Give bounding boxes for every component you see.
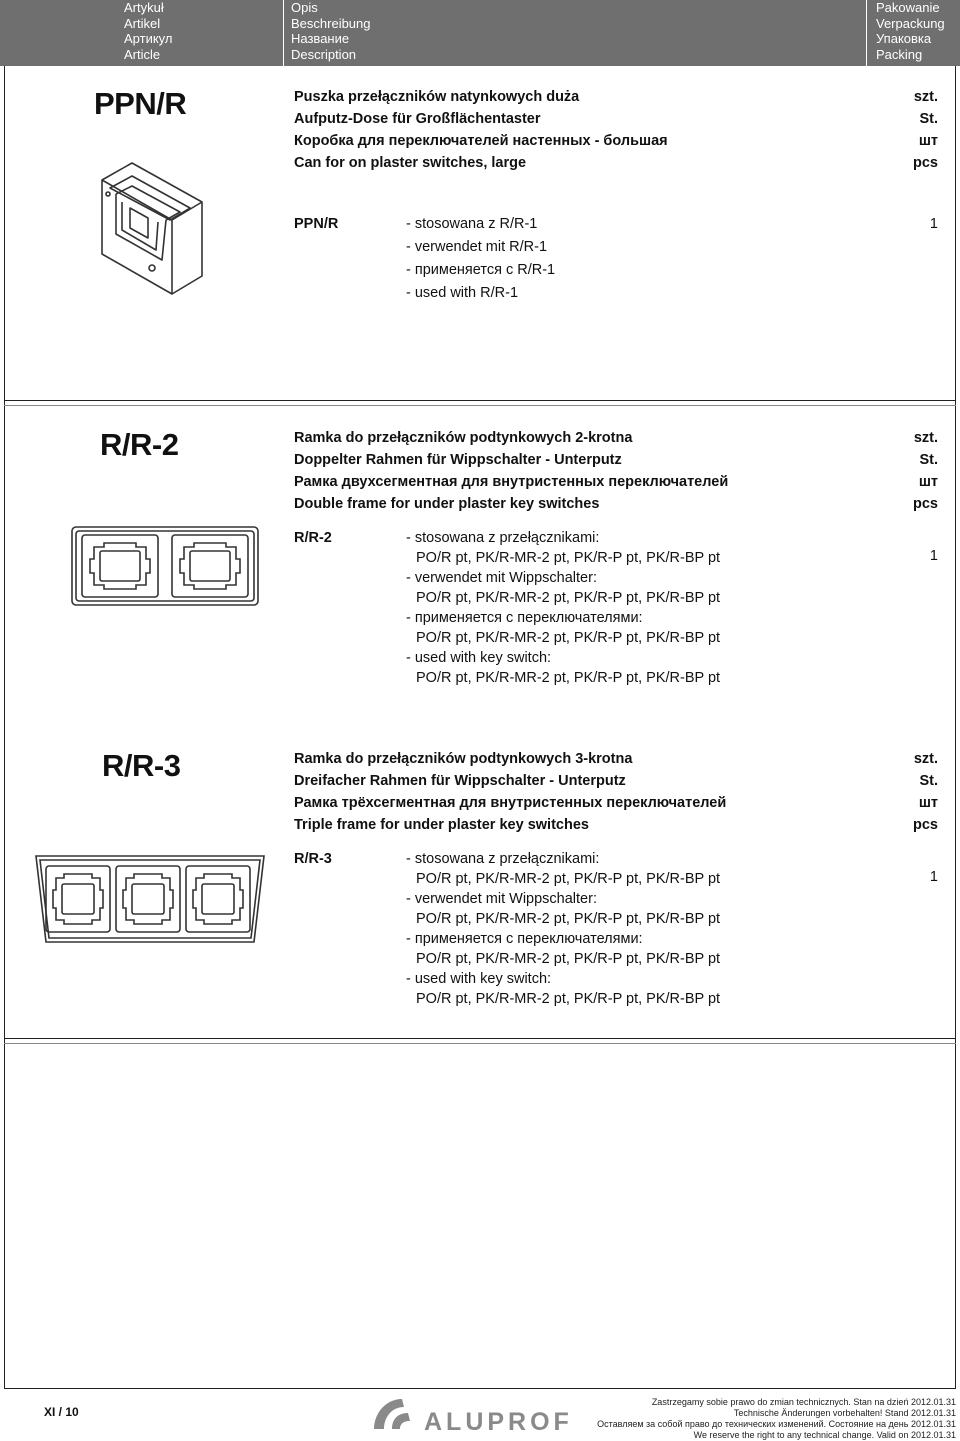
triple-frame-image (32, 852, 268, 946)
aluprof-logo-icon (370, 1395, 420, 1431)
product-code: PPN/R (94, 86, 187, 121)
header-article-ru: Артикул (124, 31, 173, 46)
header-divider (866, 0, 867, 66)
description-de: Dreifacher Rahmen für Wippschalter - Unterputz (294, 773, 626, 789)
packing-units (913, 86, 938, 174)
footer-note-en: We reserve the right to any technical change. Valid on 2012.01.31 (693, 1430, 956, 1440)
product-usage (406, 528, 720, 688)
header-description-pl: Opis (291, 0, 318, 15)
usage-en: - used with key switch: (406, 650, 552, 666)
unit-ru: шт (918, 474, 938, 490)
quantity: 1 (929, 216, 938, 232)
description-en: Triple frame for under plaster key switches (294, 817, 589, 833)
usage-en-switches: PO/R pt, PK/R-MR-2 pt, PK/R-P pt, PK/R-BP pt (416, 670, 721, 686)
description-en: Double frame for under plaster key switches (294, 496, 600, 512)
header-divider (283, 0, 284, 66)
header-article-pl: Artykuł (124, 0, 164, 15)
usage-ru: - применяется с переключателями: (406, 931, 643, 947)
unit-pl: szt. (913, 89, 938, 105)
usage-ru: - применяется с R/R-1 (406, 262, 556, 278)
description-de: Aufputz-Dose für Großflächentaster (294, 111, 541, 127)
frame-left-border (4, 66, 5, 1388)
usage-de: - verwendet mit R/R-1 (406, 239, 548, 255)
table-header (0, 0, 960, 66)
unit-de: St. (919, 111, 938, 127)
unit-ru: шт (918, 795, 938, 811)
row-divider (4, 400, 956, 401)
description-en: Can for on plaster switches, large (294, 155, 527, 171)
usage-de: - verwendet mit Wippschalter: (406, 570, 597, 586)
unit-de: St. (919, 452, 938, 468)
header-description-en: Description (291, 46, 357, 62)
page-number: XI / 10 (44, 1405, 79, 1419)
product-code: R/R-3 (102, 748, 181, 783)
frame-right-border (955, 66, 956, 1388)
description-ru: Рамка двухсегментная для внутристенных переключателей (294, 474, 729, 490)
brand-name: ALUPROF (424, 1408, 573, 1436)
usage-ru-switches: PO/R pt, PK/R-MR-2 pt, PK/R-P pt, PK/R-BP pt (416, 951, 721, 967)
header-packing-ru: Упаковка (876, 31, 932, 46)
header-packing-de: Verpackung (876, 15, 945, 31)
usage-en-switches: PO/R pt, PK/R-MR-2 pt, PK/R-P pt, PK/R-BP pt (416, 991, 721, 1007)
description-de: Doppelter Rahmen für Wippschalter - Unterputz (294, 452, 622, 468)
description-pl: Ramka do przełączników podtynkowych 2-krotna (294, 430, 633, 446)
usage-pl: - stosowana z R/R-1 (406, 216, 538, 232)
usage-ru: - применяется с переключателями: (406, 610, 643, 626)
description-pl: Puszka przełączników natynkowych duża (294, 89, 580, 105)
double-frame-image (70, 525, 260, 607)
product-subcode: R/R-3 (294, 851, 332, 867)
packing-units (913, 748, 938, 836)
header-packing-en: Packing (876, 46, 923, 62)
unit-en: pcs (913, 496, 938, 512)
usage-en: - used with R/R-1 (406, 285, 519, 301)
description-pl: Ramka do przełączników podtynkowych 3-krotna (294, 751, 633, 767)
header-packing-pl: Pakowanie (876, 0, 940, 15)
header-description-ru: Название (291, 31, 350, 46)
unit-pl: szt. (913, 430, 938, 446)
quantity: 1 (929, 869, 938, 885)
unit-en: pcs (913, 155, 938, 171)
unit-en: pcs (913, 817, 938, 833)
row-divider (4, 1043, 956, 1044)
unit-pl: szt. (913, 751, 938, 767)
description-ru: Коробка для переключателей настенных - большая (294, 133, 668, 149)
usage-pl-switches: PO/R pt, PK/R-MR-2 pt, PK/R-P pt, PK/R-BP pt (416, 550, 721, 566)
unit-de: St. (919, 773, 938, 789)
row-divider (4, 405, 956, 406)
row-divider (4, 1038, 956, 1039)
usage-en: - used with key switch: (406, 971, 552, 987)
product-code: R/R-2 (100, 427, 179, 462)
surface-box-image (92, 158, 212, 298)
usage-de-switches: PO/R pt, PK/R-MR-2 pt, PK/R-P pt, PK/R-BP pt (416, 911, 721, 927)
product-subcode: R/R-2 (294, 530, 332, 546)
usage-pl: - stosowana z przełącznikami: (406, 851, 600, 867)
product-description (294, 86, 668, 174)
product-usage (406, 213, 555, 305)
footer-notes (597, 1397, 956, 1441)
usage-ru-switches: PO/R pt, PK/R-MR-2 pt, PK/R-P pt, PK/R-BP pt (416, 630, 721, 646)
product-usage (406, 849, 720, 1009)
product-description (294, 748, 726, 836)
footer-note-ru: Оставляем за собой право до технических изменений. Состояние на день 2012.01.31 (597, 1419, 956, 1429)
header-article-en: Article (124, 46, 161, 62)
packing-units (913, 427, 938, 515)
usage-de: - verwendet mit Wippschalter: (406, 891, 597, 907)
header-article-de: Artikel (124, 15, 161, 31)
usage-pl: - stosowana z przełącznikami: (406, 530, 600, 546)
frame-bottom-border (4, 1388, 956, 1389)
unit-ru: шт (918, 133, 938, 149)
product-description (294, 427, 728, 515)
header-description (291, 0, 371, 62)
usage-pl-switches: PO/R pt, PK/R-MR-2 pt, PK/R-P pt, PK/R-BP pt (416, 871, 721, 887)
footer-note-pl: Zastrzegamy sobie prawo do zmian technicznych. Stan na dzień 2012.01.31 (651, 1397, 956, 1407)
header-description-de: Beschreibung (291, 15, 371, 31)
header-article (124, 0, 172, 62)
product-subcode: PPN/R (294, 216, 339, 232)
description-ru: Рамка трёхсегментная для внутристенных переключателей (294, 795, 727, 811)
footer-note-de: Technische Änderungen vorbehalten! Stand 2012.01.31 (733, 1408, 956, 1418)
usage-de-switches: PO/R pt, PK/R-MR-2 pt, PK/R-P pt, PK/R-BP pt (416, 590, 721, 606)
header-packing (876, 0, 945, 62)
quantity: 1 (929, 548, 938, 564)
